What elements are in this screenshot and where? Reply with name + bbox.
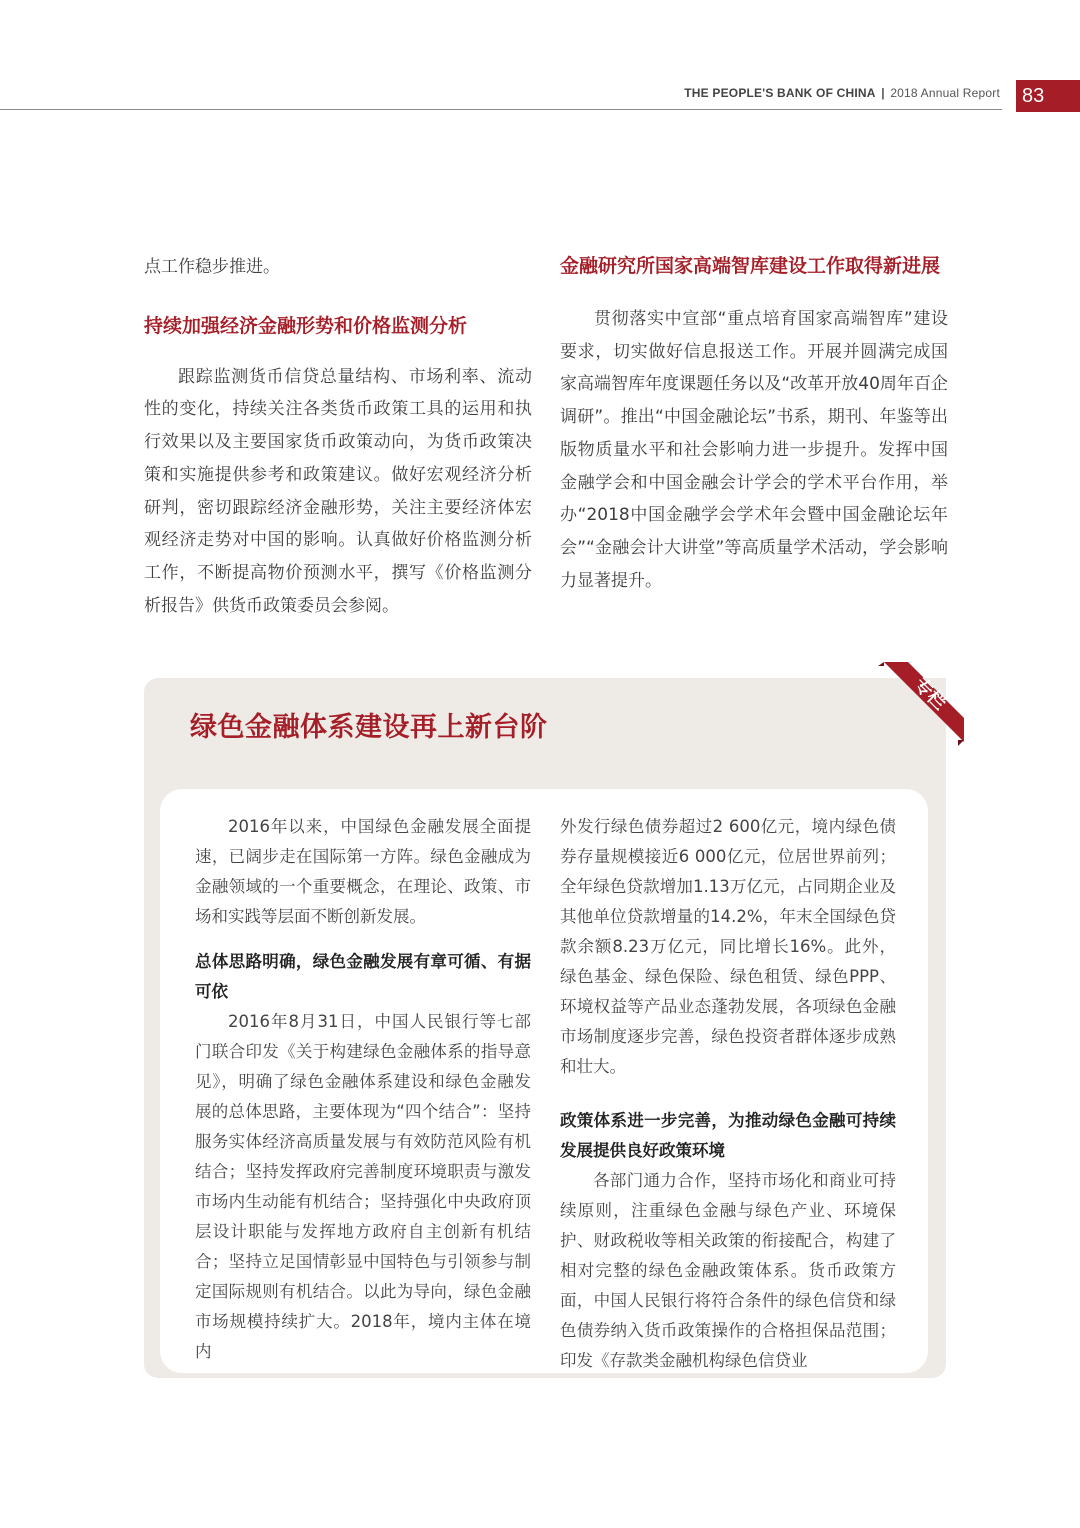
page-number: 83 [1016,80,1080,112]
feature-title: 绿色金融体系建设再上新台阶 [190,712,548,743]
feature-right-column [560,812,896,1376]
feature-left-column [195,812,531,1367]
header-bank-name: THE PEOPLE'S BANK OF CHINA [684,86,876,100]
continuation-text: 点工作稳步推进。 [144,257,280,277]
feature-paragraph-policy: 各部门通力合作，坚持市场化和商业可持续原则，注重绿色金融与绿色产业、环境保护、财政税收等相关政策的衔接配合，构建了相对完整的绿色金融政策体系。货币政策方面，中国人民银行将符合条件的绿色信贷和绿色债券纳入货币政策操作的合格担保品范围；印发《存款类金融机构绿色信贷业 [560,1171,896,1370]
left-column [144,251,532,622]
section-paragraph-monitoring: 跟踪监测货币信贷总量结构、市场利率、流动性的变化，持续关注各类货币政策工具的运用和执行效果以及主要国家货币政策动向，为货币政策决策和实施提供参考和政策建议。做好宏观经济分析研判，密切跟踪经济金融形势，关注主要经济体宏观经济走势对中国的影响。认真做好价格监测分析工作，不断提高物价预测水平，撰写《价格监测分析报告》供货币政策委员会参阅。 [144,366,532,616]
right-column [560,251,948,597]
running-header [684,86,1000,100]
section-paragraph-think-tank: 贯彻落实中宣部“重点培育国家高端智库”建设要求，切实做好信息报送工作。开展并圆满完成国家高端智库年度课题任务以及“改革开放40周年百企调研”。推出“中国金融论坛”书系，期刊、年鉴等出版物质量水平和社会影响力进一步提升。发挥中国金融学会和中国金融会计学会的学术平台作用，举办“2018中国金融学会学术年会暨中国金融论坛年会”“金融会计大讲堂”等高质量学术活动，学会影响力显著提升。 [560,309,948,591]
header-rule [0,109,1002,110]
feature-heading-framework: 总体思路明确，绿色金融发展有章可循、有据可依 [195,952,531,1001]
header-separator: | [881,86,885,100]
section-heading-think-tank: 金融研究所国家高端智库建设工作取得新进展 [560,255,941,277]
header-report-title: 2018 Annual Report [890,86,1000,100]
feature-heading-policy: 政策体系进一步完善，为推动绿色金融可持续发展提供良好政策环境 [560,1111,896,1160]
section-heading-monitoring: 持续加强经济金融形势和价格监测分析 [144,314,468,337]
feature-paragraph-framework: 2016年8月31日，中国人民银行等七部门联合印发《关于构建绿色金融体系的指导意见》，明确了绿色金融体系建设和绿色金融发展的总体思路，主要体现为“四个结合”：坚持服务实体经济高质量发展与有效防范风险有机结合；坚持发挥政府完善制度环境职责与激发市场内生动能有机结合；坚持强化中央政府顶层设计职能与发挥地方政府自主创新有机结合；坚持立足国情彰显中国特色与引领参与制定国际规则有机结合。以此为导向，绿色金融市场规模持续扩大。2018年，境内主体在境内 [195,1012,531,1361]
ribbon-label: 专栏 [909,673,951,715]
feature-intro: 2016年以来，中国绿色金融发展全面提速，已阔步走在国际第一方阵。绿色金融成为金融领域的一个重要概念，在理论、政策、市场和实践等层面不断创新发展。 [195,817,531,926]
feature-ribbon [878,662,964,746]
feature-paragraph-market: 外发行绿色债券超过2 600亿元，境内绿色债券存量规模接近6 000亿元，位居世界前列；全年绿色贷款增加1.13万亿元，占同期企业及其他单位贷款增量的14.2%，年末全国绿色贷款余额8.23万亿元，同比增长16%。此外，绿色基金、绿色保险、绿色租赁、绿色PPP、环境权益等产品业态蓬勃发展，各项绿色金融市场制度逐步完善，绿色投资者群体逐步成熟和壮大。 [560,817,896,1076]
